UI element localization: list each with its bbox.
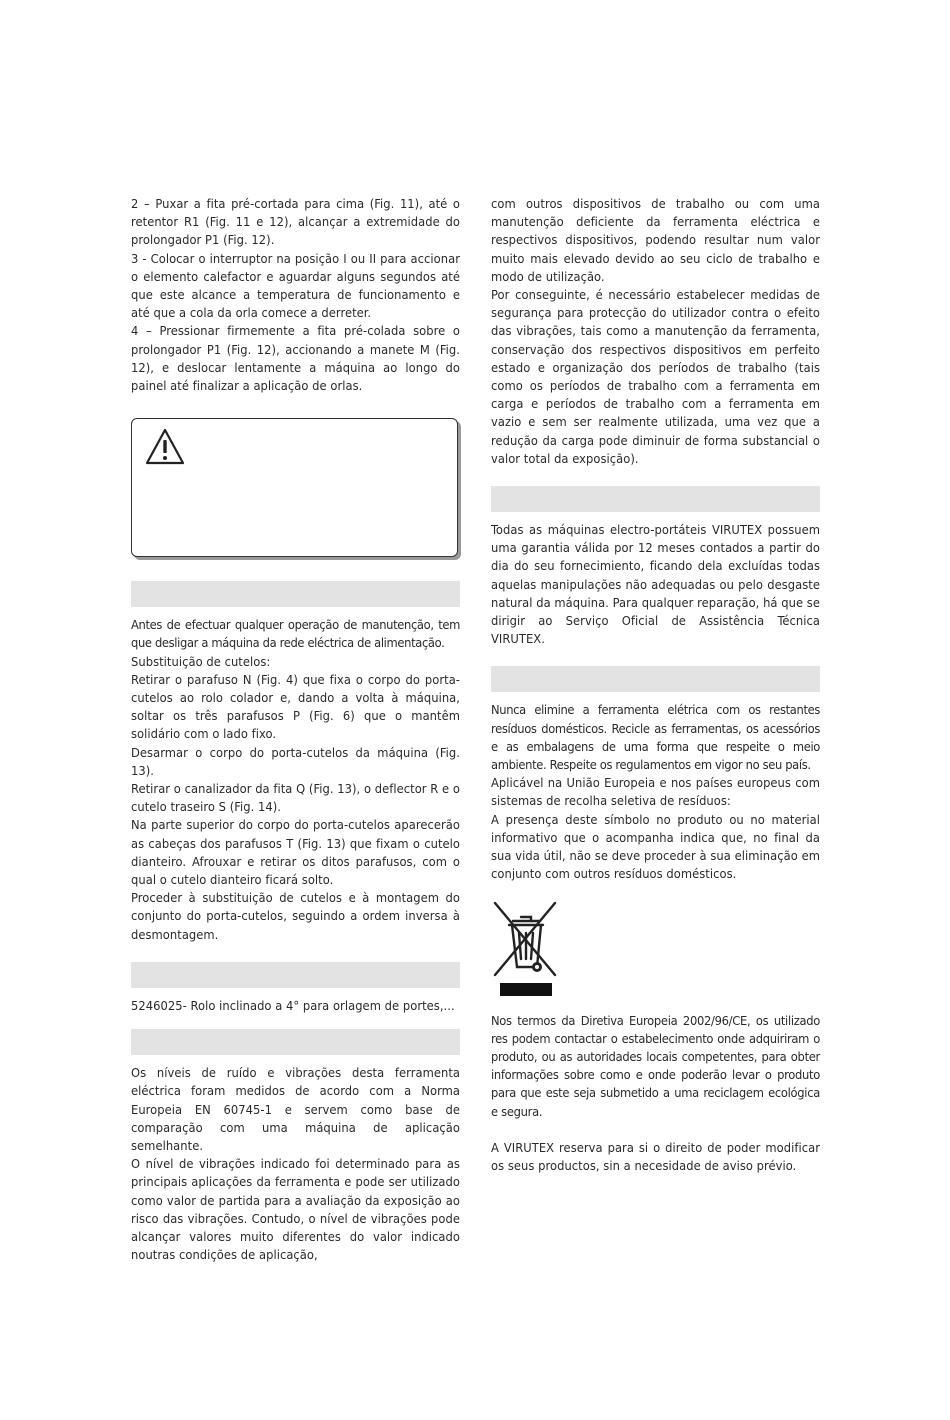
warning-box xyxy=(131,418,458,557)
crossed-out-wheelie-bin-icon xyxy=(491,899,561,999)
maintenance-step: Retirar o canalizador da fita Q (Fig. 13), o deflector R e o cutelo traseiro S (Fig. 14). xyxy=(131,782,460,816)
section-header-disposal xyxy=(491,666,820,692)
left-column xyxy=(131,196,460,1265)
warning-triangle-icon xyxy=(144,427,186,471)
maintenance-intro: Antes de efectuar qualquer operação de manutenção, tem que desligar a máquina da rede eléctrica de alimentação. xyxy=(131,618,460,652)
maintenance-step: Na parte superior do corpo do porta-cutelos aparecerão as cabeças dos parafusos T (Fig. 13) que fixam o cutelo dianteiro. Afrouxar e retirar os ditos parafusos, com o qual o cutelo dianteiro ficará solto. xyxy=(131,818,460,889)
blade-replacement-heading: Substituição de cutelos: xyxy=(131,654,271,670)
reserve-text: A VIRUTEX reserva para si o direito de poder modificar os seus productos, sin a necesidade de aviso prévio. xyxy=(491,1140,820,1174)
disposal-text: Aplicável na União Europeia e nos países europeus com sistemas de recolha seletiva de resíduos: xyxy=(491,776,820,810)
noise-paragraph: O nível de vibrações indicado foi determinado para as principais aplicações da ferramenta e pode ser utilizado como valor de partida para a avaliação da exposição ao risco das vibrações. Contudo, o nível de vibrações pode alcançar valores muito diferentes do valor indicado noutras condições de aplicação, xyxy=(131,1157,460,1264)
section-header-guarantee xyxy=(491,486,820,512)
maintenance-step: Proceder à substituição de cutelos e à montagem do conjunto do porta-cutelos, seguindo a ordem inversa à desmontagem. xyxy=(131,891,460,943)
maintenance-step: Desarmar o corpo do porta-cutelos da máquina (Fig. 13). xyxy=(131,745,460,779)
noise-paragraph-continued: Por conseguinte, é necessário estabelecer medidas de segurança para protecção do utilizador contra o efeito das vibrações, tais como a manutenção da ferramenta, conservação dos respectivos dispositivos em perfeito estado e organização dos períodos de trabalho (tais como os períodos de trabalho com a ferramenta em carga e períodos de trabalho com a ferramenta em vazio e sem ser realmente utilizada, uma vez que a redução da carga pode diminuir de forma substancial o valor total da exposição). xyxy=(491,288,820,467)
noise-paragraph-continued: com outros dispositivos de trabalho ou com uma manutenção deficiente da ferramenta eléctrica e respectivos dispositivos, podendo resultar num valor muito mais elevado devido ao seu ciclo de trabalho e modo de utilização. xyxy=(491,197,820,285)
disposal-text: A presença deste símbolo no produto ou no material informativo que o acompanha indica que, no final da sua vida útil, não se deve proceder à sua eliminação em conjunto com outros resíduos domésticos. xyxy=(491,812,820,883)
assembly-step-3: 3 - Colocar o interruptor na posição I ou II para accionar o elemento calefactor e aguardar alguns segundos até que este alcance a temperatura de funcionamento e até que a cola da orla comece a derreter. xyxy=(131,251,460,322)
guarantee-text: Todas as máquinas electro-portáteis VIRUTEX possuem uma garantia válida por 12 meses contados a partir do dia do seu fornecimiento, ficando dela excluídas todas aquelas manipulações não adequadas ou pelo desgaste natural da máquina. Para qualquer reparação, há que se dirigir ao Serviço Oficial de Assistência Técnica VIRUTEX. xyxy=(491,523,820,648)
section-header-accessories xyxy=(131,962,460,988)
noise-paragraph: Os níveis de ruído e vibrações desta ferramenta eléctrica foram medidos de acordo com a Norma Europeia EN 60745-1 e servem como base de comparação com uma máquina de aplicação semelhante. xyxy=(131,1066,460,1154)
right-column xyxy=(491,196,820,1176)
assembly-step-2: 2 – Puxar a fita pré-cortada para cima (Fig. 11), até o retentor R1 (Fig. 11 e 12), alcançar a extremidade do prolongador P1 (Fig. 12). xyxy=(131,197,460,249)
disposal-text: Nunca elimine a ferramenta elétrica com os restantes resíduos domésticos. Recicle as ferramentas, os acessórios e as embalagens de uma forma que respeite o meio ambiente. Respeite os regulamentos em vigor no seu país. xyxy=(491,703,820,774)
assembly-step-4: 4 – Pressionar firmemente a fita pré-colada sobre o prolongador P1 (Fig. 12), accionando a manete M (Fig. 12), e deslocar lentamente a máquina ao longo do painel até finalizar a aplicação de orlas. xyxy=(131,324,460,395)
maintenance-step: Retirar o parafuso N (Fig. 4) que fixa o corpo do porta-cutelos ao rolo colador e, dando a volta à máquina, soltar os três parafusos P (Fig. 6) que o mantêm solidário com o lado fixo. xyxy=(131,672,460,743)
directive-text: Nos termos da Diretiva Europeia 2002/96/CE, os utilizado res podem contactar o estabelecimento onde adquiriram o produto, ou as autoridades locais competentes, para obter informações sobre como e onde poderão levar o produto para que este seja submetido a uma reciclagem ecológica e segura. xyxy=(491,1013,820,1120)
section-header-noise-vibration xyxy=(131,1029,460,1055)
accessory-item: 5246025- Rolo inclinado a 4° para orlagem de portes,... xyxy=(131,998,455,1014)
section-header-maintenance xyxy=(131,581,460,607)
